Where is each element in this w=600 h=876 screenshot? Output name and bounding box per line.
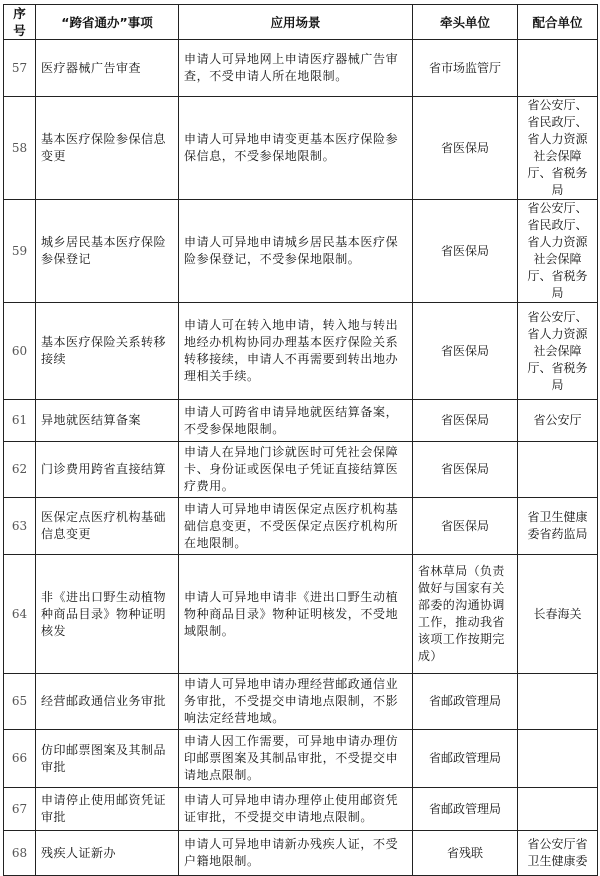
- row-lead: 省残联: [413, 831, 518, 876]
- table-row: [4, 555, 598, 674]
- table-row: [4, 788, 598, 831]
- row-lead: 省医保局: [413, 442, 518, 498]
- row-no: 65: [4, 674, 36, 730]
- row-no: 62: [4, 442, 36, 498]
- row-item: 医疗器械广告审查: [36, 40, 179, 97]
- row-coop: [518, 674, 598, 730]
- row-coop: 长春海关: [518, 555, 598, 674]
- row-item: 门诊费用跨省直接结算: [36, 442, 179, 498]
- row-coop: [518, 40, 598, 97]
- table-row: [4, 442, 598, 498]
- row-lead: 省市场监管厅: [413, 40, 518, 97]
- row-lead: 省医保局: [413, 303, 518, 400]
- row-scene: 申请人可在转入地申请，转入地与转出地经办机构协同办理基本医疗保险关系转移接续，申请人不再需要到转出地办理相关手续。: [179, 303, 413, 400]
- row-no: 58: [4, 97, 36, 200]
- table-row: [4, 303, 598, 400]
- row-scene: 申请人可异地申请办理停止使用邮资凭证审批，不受提交申请地点限制。: [179, 788, 413, 831]
- row-coop: 省卫生健康委省药监局: [518, 498, 598, 555]
- header-scene: 应用场景: [179, 5, 413, 40]
- row-coop: [518, 788, 598, 831]
- row-coop: [518, 730, 598, 788]
- row-coop: [518, 442, 598, 498]
- table-row: [4, 40, 598, 97]
- row-no: 63: [4, 498, 36, 555]
- row-coop: 省公安厅、省民政厅、省人力资源社会保障厅、省税务局: [518, 97, 598, 200]
- row-item: 基本医疗保险参保信息变更: [36, 97, 179, 200]
- row-scene: 申请人可异地申请变更基本医疗保险参保信息，不受参保地限制。: [179, 97, 413, 200]
- row-no: 57: [4, 40, 36, 97]
- matters-table: [3, 4, 598, 876]
- row-item: 残疾人证新办: [36, 831, 179, 876]
- row-scene: 申请人在异地门诊就医时可凭社会保障卡、身份证或医保电子凭证直接结算医疗费用。: [179, 442, 413, 498]
- row-lead: 省邮政管理局: [413, 674, 518, 730]
- row-item: 申请停止使用邮资凭证审批: [36, 788, 179, 831]
- row-item: 城乡居民基本医疗保险参保登记: [36, 200, 179, 303]
- header-coop: 配合单位: [518, 5, 598, 40]
- row-lead: 省邮政管理局: [413, 730, 518, 788]
- row-coop: 省公安厅、省民政厅、省人力资源社会保障厅、省税务局: [518, 200, 598, 303]
- row-coop: 省公安厅、省人力资源社会保障厅、省税务局: [518, 303, 598, 400]
- row-scene: 申请人可异地申请非《进出口野生动植物种商品目录》物种证明核发，不受地域限制。: [179, 555, 413, 674]
- table-row: [4, 730, 598, 788]
- header-item: “跨省通办”事项: [36, 5, 179, 40]
- row-coop: 省公安厅省卫生健康委: [518, 831, 598, 876]
- row-scene: 申请人可异地申请办理经营邮政通信业务审批，不受提交申请地点限制，不影响法定经营地域。: [179, 674, 413, 730]
- row-item: 经营邮政通信业务审批: [36, 674, 179, 730]
- table-row: [4, 97, 598, 200]
- row-scene: 申请人可异地申请医保定点医疗机构基础信息变更，不受医保定点医疗机构所在地限制。: [179, 498, 413, 555]
- header-lead: 牵头单位: [413, 5, 518, 40]
- row-no: 64: [4, 555, 36, 674]
- row-scene: 申请人可异地网上申请医疗器械广告审查，不受申请人所在地限制。: [179, 40, 413, 97]
- row-scene: 申请人可异地申请城乡居民基本医疗保险参保登记，不受参保地限制。: [179, 200, 413, 303]
- row-no: 68: [4, 831, 36, 876]
- row-no: 66: [4, 730, 36, 788]
- table-row: [4, 498, 598, 555]
- header-no: 序号: [4, 5, 36, 40]
- row-no: 67: [4, 788, 36, 831]
- row-coop: 省公安厅: [518, 400, 598, 442]
- row-scene: 申请人因工作需要，可异地申请办理仿印邮票图案及其制品审批，不受提交申请地点限制。: [179, 730, 413, 788]
- row-item: 医保定点医疗机构基础信息变更: [36, 498, 179, 555]
- row-lead: 省医保局: [413, 400, 518, 442]
- table-row: [4, 400, 598, 442]
- row-no: 61: [4, 400, 36, 442]
- table-row: [4, 831, 598, 876]
- table-row: [4, 674, 598, 730]
- row-scene: 申请人可跨省申请异地就医结算备案，不受参保地限制。: [179, 400, 413, 442]
- row-item: 基本医疗保险关系转移接续: [36, 303, 179, 400]
- row-no: 60: [4, 303, 36, 400]
- table-header-row: [4, 5, 598, 40]
- row-item: 非《进出口野生动植物种商品目录》物种证明核发: [36, 555, 179, 674]
- row-scene: 申请人可异地申请新办残疾人证，不受户籍地限制。: [179, 831, 413, 876]
- row-item: 仿印邮票图案及其制品审批: [36, 730, 179, 788]
- row-lead: 省医保局: [413, 97, 518, 200]
- row-lead: 省林草局（负责做好与国家有关部委的沟通协调工作，推动我省该项工作按期完成）: [413, 555, 518, 674]
- table-row: [4, 200, 598, 303]
- row-lead: 省医保局: [413, 200, 518, 303]
- row-item: 异地就医结算备案: [36, 400, 179, 442]
- row-no: 59: [4, 200, 36, 303]
- row-lead: 省邮政管理局: [413, 788, 518, 831]
- row-lead: 省医保局: [413, 498, 518, 555]
